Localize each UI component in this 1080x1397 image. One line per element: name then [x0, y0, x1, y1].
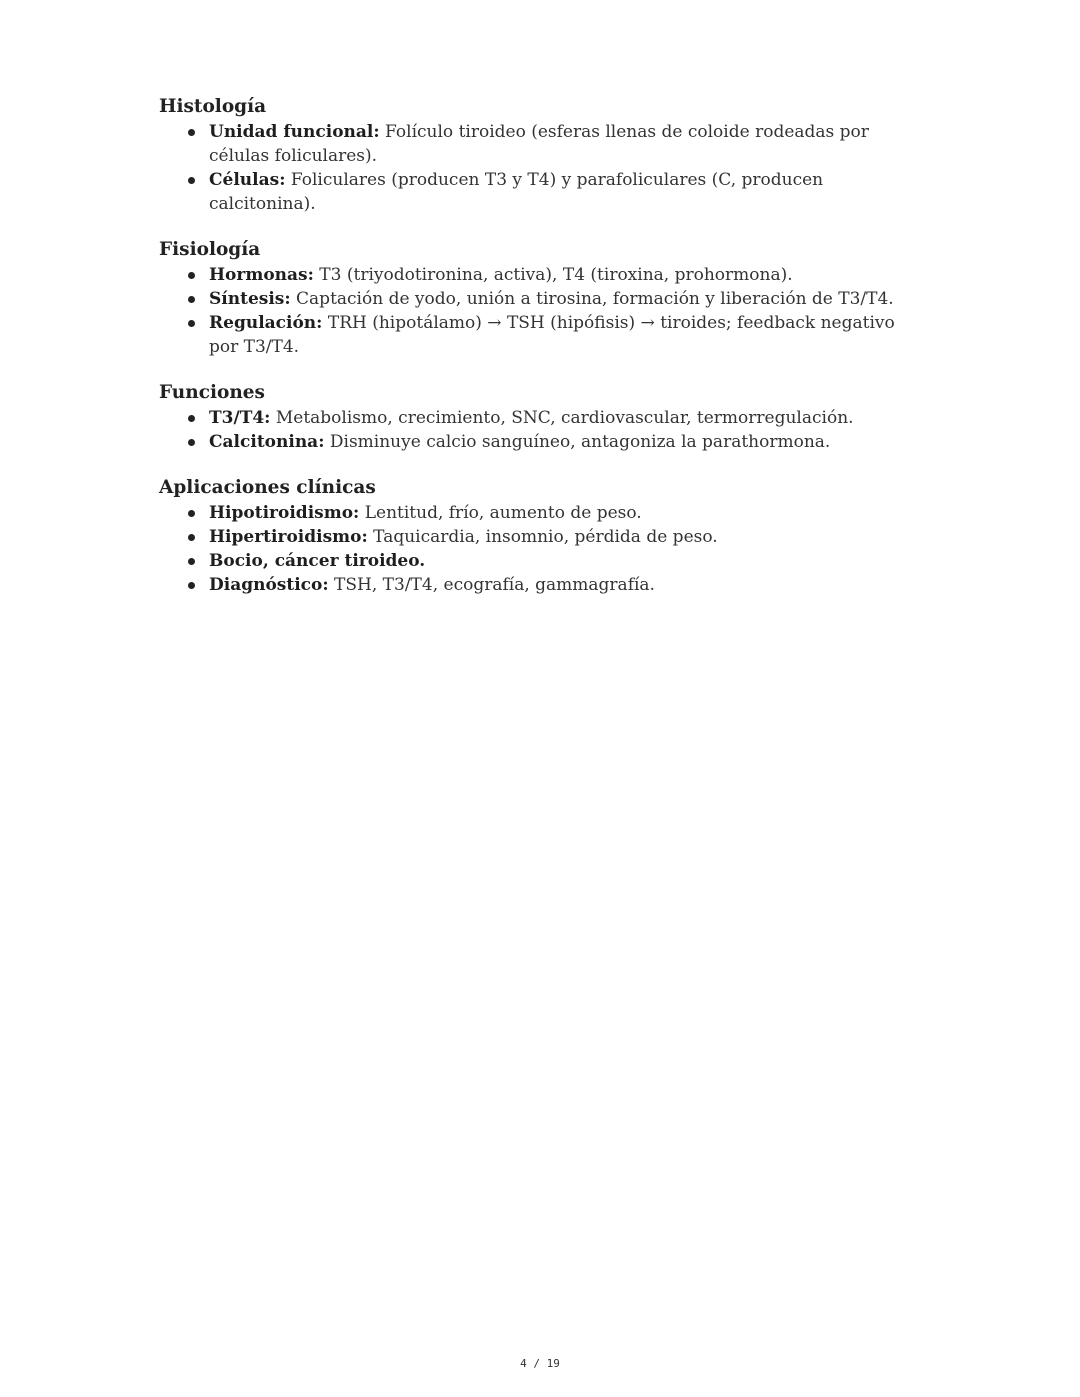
list-item [209, 501, 919, 525]
bullet-list [159, 120, 919, 216]
bullet-icon [188, 534, 195, 541]
bullet-icon [188, 510, 195, 517]
bullet-icon [188, 272, 195, 279]
item-term: Unidad funcional: [209, 122, 380, 142]
section-aplicaciones-clinicas [159, 475, 919, 597]
item-text: TSH, T3/T4, ecografía, gammagrafía. [328, 575, 655, 595]
item-text: Metabolismo, crecimiento, SNC, cardiovascular, termorregulación. [270, 408, 854, 428]
page-number: 4 / 19 [520, 1357, 560, 1370]
bullet-icon [188, 582, 195, 589]
list-item [209, 263, 919, 287]
item-text: Foliculares (producen T3 y T4) y parafoliculares (C, producen calcitonina). [209, 170, 824, 214]
item-term: Calcitonina: [209, 432, 325, 452]
bullet-icon [188, 296, 195, 303]
item-text: Taquicardia, insomnio, pérdida de peso. [367, 527, 718, 547]
list-item [209, 168, 919, 216]
item-term: Síntesis: [209, 289, 291, 309]
list-item [209, 573, 919, 597]
document-content [159, 94, 919, 618]
list-item [209, 549, 919, 573]
bullet-icon [188, 415, 195, 422]
item-term: Células: [209, 170, 286, 190]
item-text: Lentitud, frío, aumento de peso. [359, 503, 642, 523]
bullet-list [159, 406, 919, 454]
bullet-icon [188, 129, 195, 136]
item-text: Captación de yodo, unión a tirosina, formación y liberación de T3/T4. [290, 289, 894, 309]
bullet-icon [188, 177, 195, 184]
section-title: Fisiología [159, 239, 261, 260]
item-term: Hipotiroidismo: [209, 503, 360, 523]
bullet-icon [188, 558, 195, 565]
section-fisiologia [159, 237, 919, 359]
item-text: TRH (hipotálamo) → TSH (hipófisis) → tiroides; feedback negativo por T3/T4. [209, 313, 895, 357]
section-funciones [159, 380, 919, 454]
item-text: Disminuye calcio sanguíneo, antagoniza la parathormona. [324, 432, 831, 452]
item-term: Regulación: [209, 313, 323, 333]
bullet-icon [188, 439, 195, 446]
section-title: Aplicaciones clínicas [159, 477, 376, 498]
item-term: Bocio, cáncer tiroideo. [209, 551, 426, 571]
list-item [209, 406, 919, 430]
item-term: Hipertiroidismo: [209, 527, 368, 547]
list-item [209, 311, 919, 359]
bullet-list [159, 263, 919, 359]
list-item [209, 287, 919, 311]
list-item [209, 430, 919, 454]
list-item [209, 525, 919, 549]
section-title: Funciones [159, 382, 265, 403]
item-text: T3 (triyodotironina, activa), T4 (tiroxina, prohormona). [313, 265, 793, 285]
list-item [209, 120, 919, 168]
item-term: Diagnóstico: [209, 575, 329, 595]
item-text: Folículo tiroideo (esferas llenas de coloide rodeadas por células foliculares). [209, 122, 869, 166]
item-term: T3/T4: [209, 408, 271, 428]
section-title: Histología [159, 96, 267, 117]
bullet-icon [188, 320, 195, 327]
section-histologia [159, 94, 919, 216]
bullet-list [159, 501, 919, 597]
item-term: Hormonas: [209, 265, 314, 285]
